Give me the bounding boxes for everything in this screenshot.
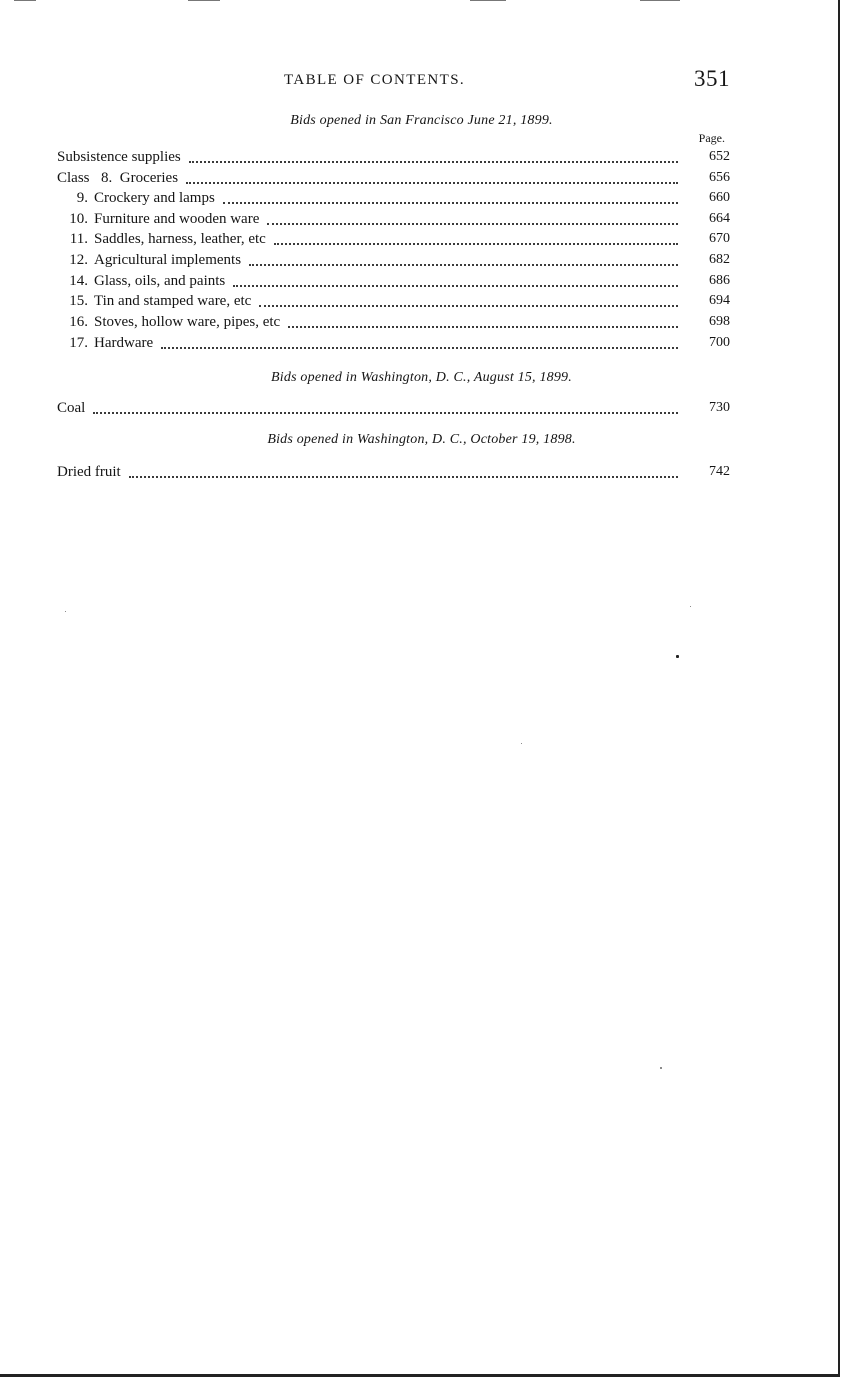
entry-label: Glass, oils, and paints bbox=[94, 273, 226, 289]
entry-label: Stoves, hollow ware, pipes, etc bbox=[94, 314, 281, 330]
class-number: 12. bbox=[69, 252, 88, 268]
entry-page: 670 bbox=[709, 231, 730, 246]
entry-label-group bbox=[57, 168, 180, 188]
entry-label: Tin and stamped ware, etc bbox=[94, 293, 252, 309]
entry-label-group bbox=[57, 229, 268, 249]
entry-label-group bbox=[57, 462, 123, 482]
entry-label-group bbox=[57, 209, 261, 229]
class-number: 15. bbox=[69, 293, 88, 309]
scan-edge-mark bbox=[14, 0, 36, 1]
entry-page: 742 bbox=[709, 464, 730, 479]
class-number: 17. bbox=[69, 335, 88, 351]
entry-label: Saddles, harness, leather, etc bbox=[94, 231, 266, 247]
class-number: 10. bbox=[69, 211, 88, 227]
entry-label-group bbox=[57, 291, 253, 311]
section-heading: Bids opened in Washington, D. C., October 19, 1898. bbox=[267, 432, 576, 447]
scan-speck bbox=[521, 743, 522, 744]
dot-leader bbox=[129, 476, 678, 478]
entry-label-group bbox=[57, 333, 155, 353]
page-number: 351 bbox=[694, 66, 730, 91]
class-number: 11. bbox=[69, 231, 88, 247]
entry-label: Groceries bbox=[119, 170, 179, 186]
entry-page: 700 bbox=[709, 335, 730, 350]
entry-page: 686 bbox=[709, 273, 730, 288]
entry-page: 730 bbox=[709, 400, 730, 415]
class-prefix: Class bbox=[57, 170, 90, 186]
entry-label-group bbox=[57, 188, 217, 208]
page-header bbox=[0, 66, 843, 96]
entry-page: 652 bbox=[709, 149, 730, 164]
class-number: 9. bbox=[76, 190, 88, 206]
toc-entry[interactable] bbox=[57, 188, 730, 208]
toc-entry[interactable] bbox=[57, 168, 730, 188]
class-number: 16. bbox=[69, 314, 88, 330]
scan-edge-mark bbox=[470, 0, 506, 1]
toc-entry[interactable] bbox=[57, 462, 730, 482]
entry-page: 698 bbox=[709, 314, 730, 329]
class-number: 8. bbox=[101, 170, 113, 186]
entry-page: 664 bbox=[709, 211, 730, 226]
toc-entry[interactable] bbox=[57, 312, 730, 332]
section-heading: Bids opened in San Francisco June 21, 1899. bbox=[290, 113, 553, 128]
toc-entry[interactable] bbox=[57, 291, 730, 311]
toc-entry[interactable] bbox=[57, 271, 730, 291]
scan-speck bbox=[676, 655, 679, 658]
section-heading: Bids opened in Washington, D. C., August 15, 1899. bbox=[271, 370, 572, 385]
dot-leader bbox=[249, 264, 678, 266]
scan-speck bbox=[65, 611, 66, 612]
entry-page: 660 bbox=[709, 190, 730, 205]
dot-leader bbox=[259, 305, 678, 307]
toc-entry[interactable] bbox=[57, 333, 730, 353]
toc-entry[interactable] bbox=[57, 147, 730, 167]
scan-edge-mark bbox=[188, 0, 220, 1]
scan-right-edge bbox=[838, 0, 840, 1376]
scan-speck bbox=[690, 606, 691, 607]
entry-label: Crockery and lamps bbox=[94, 190, 215, 206]
entry-label: Agricultural implements bbox=[94, 252, 242, 268]
toc-entry[interactable] bbox=[57, 229, 730, 249]
entry-label-group bbox=[57, 250, 243, 270]
scan-edge-mark bbox=[640, 0, 680, 1]
entry-label-group bbox=[57, 398, 87, 418]
dot-leader bbox=[267, 223, 678, 225]
toc-entry[interactable] bbox=[57, 209, 730, 229]
entry-label: Hardware bbox=[94, 335, 154, 351]
page-column-label: Page. bbox=[698, 131, 725, 145]
dot-leader bbox=[233, 285, 678, 287]
entry-label-group bbox=[57, 147, 183, 167]
class-number: 14. bbox=[69, 273, 88, 289]
dot-leader bbox=[223, 202, 678, 204]
entry-label: Subsistence supplies bbox=[57, 149, 181, 165]
toc-entry[interactable] bbox=[57, 398, 730, 418]
dot-leader bbox=[189, 161, 678, 163]
running-title: TABLE OF CONTENTS. bbox=[284, 72, 466, 88]
entry-page: 656 bbox=[709, 170, 730, 185]
toc-entry[interactable] bbox=[57, 250, 730, 270]
entry-page: 694 bbox=[709, 293, 730, 308]
dot-leader bbox=[161, 347, 678, 349]
dot-leader bbox=[186, 182, 678, 184]
entry-label-group bbox=[57, 312, 282, 332]
entry-label: Dried fruit bbox=[57, 464, 121, 480]
scan-bottom-edge bbox=[0, 1374, 840, 1377]
entry-label-group bbox=[57, 271, 227, 291]
scan-speck bbox=[660, 1067, 662, 1069]
dot-leader bbox=[93, 412, 678, 414]
entry-label: Furniture and wooden ware bbox=[94, 211, 260, 227]
entry-label: Coal bbox=[57, 400, 86, 416]
dot-leader bbox=[288, 326, 678, 328]
entry-page: 682 bbox=[709, 252, 730, 267]
dot-leader bbox=[274, 243, 678, 245]
